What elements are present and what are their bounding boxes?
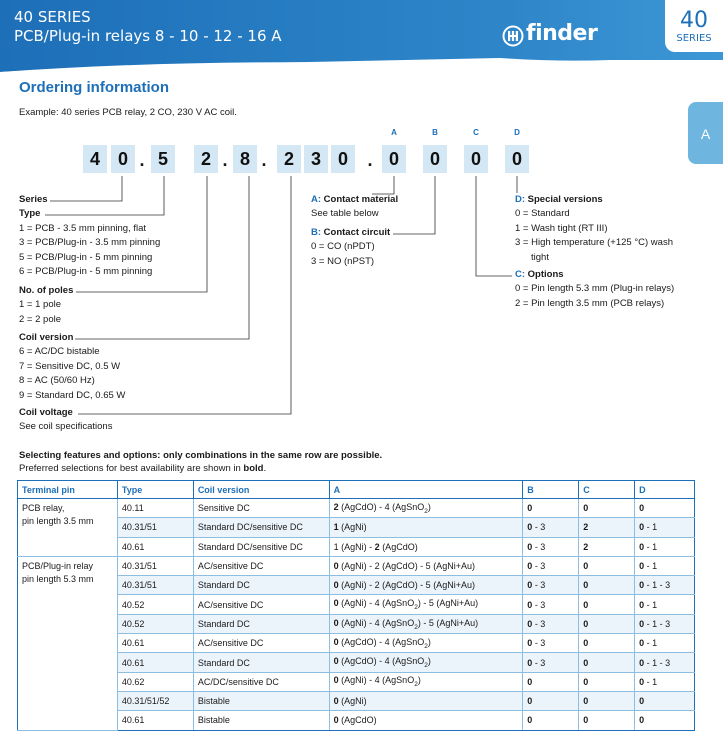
code-separator: .: [367, 150, 373, 170]
code-separator: .: [261, 150, 267, 170]
cell-fragment: - 1: [644, 638, 658, 649]
contact-circuit-item: 3 = NO (nPST): [311, 255, 375, 267]
code-letter-b: B: [432, 128, 438, 137]
cell-fragment: 0: [527, 503, 533, 514]
series-tab-number: 40: [680, 8, 708, 33]
options-title: Options: [527, 269, 564, 280]
terminal-pin-cell: [18, 499, 118, 557]
option-d-cell: [635, 576, 695, 595]
option-a-cell: [329, 537, 523, 556]
cell-fragment: - 3: [532, 580, 546, 591]
type-cell: 40.61: [117, 537, 193, 556]
type-title: Type: [19, 208, 41, 220]
cell-fragment: 0: [639, 541, 645, 552]
code-digit-b: 0: [423, 145, 447, 173]
poles-item: 2 = 2 pole: [19, 313, 61, 325]
coil-voltage-text: See coil specifications: [19, 421, 113, 433]
cell-fragment: 0: [639, 522, 645, 533]
cell-fragment: 0: [333, 715, 339, 726]
option-c-cell: [579, 576, 635, 595]
option-b-cell: [523, 653, 579, 672]
cell-fragment: 0: [527, 657, 533, 668]
code-separator: .: [222, 150, 228, 170]
col-header-coil: Coil version: [193, 481, 329, 499]
option-b-cell: [523, 556, 579, 575]
cell-fragment: 0: [527, 638, 533, 649]
contact-circuit-item: 0 = CO (nPDT): [311, 241, 375, 253]
cell-fragment: (AgCdO): [379, 541, 418, 552]
option-c-cell: [579, 672, 635, 691]
type-cell: 40.11: [117, 499, 193, 518]
cell-fragment: 2: [424, 507, 428, 515]
cell-fragment: - 1: [644, 561, 658, 572]
coil-version-block: [19, 331, 125, 403]
cell-fragment: - 1 - 3: [644, 657, 671, 668]
cell-fragment: - 3: [532, 561, 546, 572]
col-header-b: B: [523, 481, 579, 499]
coil-version-title: Coil version: [19, 332, 74, 343]
special-versions-item: 3 = High temperature (+125 °C) wash: [515, 237, 673, 249]
cell-fragment: (AgNi) - 4 (AgSnO: [338, 675, 415, 686]
cell-fragment: 1: [333, 522, 339, 533]
terminal-pin-line: PCB/Plug-in relay: [22, 560, 94, 571]
cell-fragment: 0: [527, 541, 533, 552]
series-block: [19, 193, 160, 279]
option-a-cell: [329, 614, 523, 633]
cell-fragment: 0: [527, 618, 533, 629]
option-a-cell: [329, 518, 523, 537]
type-cell: 40.61: [117, 711, 193, 730]
special-versions-item-cont: tight: [531, 251, 549, 263]
type-item: 5 = PCB/Plug-in - 5 mm pinning: [19, 251, 153, 263]
cell-fragment: 2: [374, 541, 380, 552]
code-digit: 2: [277, 145, 301, 173]
cell-fragment: - 3: [532, 638, 546, 649]
option-c-cell: [579, 634, 635, 653]
cell-fragment: 2: [424, 661, 428, 669]
cell-fragment: - 3: [532, 599, 546, 610]
col-header-type: Type: [117, 481, 193, 499]
cell-fragment: 0: [583, 561, 589, 572]
col-header-d: D: [635, 481, 695, 499]
col-header-a: A: [329, 481, 523, 499]
type-item: 1 = PCB - 3.5 mm pinning, flat: [19, 222, 146, 234]
cell-fragment: 0: [583, 696, 589, 707]
selection-sub-bold: bold: [243, 463, 264, 474]
coil-version-item: 6 = AC/DC bistable: [19, 346, 100, 358]
cell-fragment: ): [417, 675, 421, 686]
option-d-cell: [635, 691, 695, 710]
cell-fragment: (AgNi) - 2 (AgCdO) - 5 (AgNi+Au): [338, 561, 475, 572]
cell-fragment: - 3: [532, 618, 546, 629]
terminal-pin-cell: [18, 556, 118, 730]
type-cell: 40.31/51: [117, 518, 193, 537]
option-b-cell: [523, 711, 579, 730]
cell-fragment: 2: [424, 642, 428, 650]
cell-fragment: (AgNi) - 2 (AgCdO) - 5 (AgNi+Au): [338, 580, 475, 591]
cell-fragment: 0: [639, 580, 645, 591]
series-label: Series: [19, 194, 48, 205]
cell-fragment: (AgCdO) - 4 (AgSnO: [338, 636, 425, 647]
table-row: [18, 634, 695, 653]
cell-fragment: 0: [639, 503, 645, 514]
contact-circuit-title: Contact circuit: [323, 227, 391, 238]
contact-circuit-letter: B:: [311, 227, 322, 238]
code-digit: 3: [304, 145, 328, 173]
series-tab-label: SERIES: [676, 33, 712, 44]
code-digit-c: 0: [464, 145, 488, 173]
option-b-cell: [523, 634, 579, 653]
cell-fragment: 2: [414, 681, 418, 689]
cell-fragment: 2: [583, 541, 589, 552]
cell-fragment: ) - 5 (AgNi+Au): [417, 598, 479, 609]
col-header-terminal: Terminal pin: [18, 481, 118, 499]
option-d-cell: [635, 634, 695, 653]
cell-fragment: - 3: [532, 522, 546, 533]
terminal-pin-line: PCB relay,: [22, 503, 65, 513]
table-row: [18, 556, 695, 575]
table-row: [18, 518, 695, 537]
section-side-tab-label: A: [700, 126, 711, 142]
cell-fragment: (AgCdO) - 4 (AgSnO: [338, 501, 425, 512]
cell-fragment: 0: [583, 599, 589, 610]
coil-version-item: 8 = AC (50/60 Hz): [19, 375, 95, 387]
type-cell: 40.31/51/52: [117, 691, 193, 710]
cell-fragment: - 1: [644, 541, 658, 552]
type-cell: 40.52: [117, 614, 193, 633]
option-c-cell: [579, 499, 635, 518]
code-digit: 4: [83, 145, 107, 173]
selection-sub-suffix: .: [263, 463, 267, 474]
table-row: [18, 576, 695, 595]
cell-fragment: 0: [639, 715, 645, 726]
option-b-cell: [523, 691, 579, 710]
coil-version-cell: Bistable: [193, 711, 329, 730]
cell-fragment: (AgNi): [338, 696, 367, 707]
option-c-cell: [579, 614, 635, 633]
cell-fragment: 0: [333, 636, 339, 647]
cell-fragment: 0: [639, 696, 645, 707]
cell-fragment: - 1 - 3: [644, 580, 671, 591]
option-a-cell: [329, 556, 523, 575]
type-item: 3 = PCB/Plug-in - 3.5 mm pinning: [19, 237, 161, 249]
coil-version-cell: Standard DC/sensitive DC: [193, 537, 329, 556]
finder-logo: [502, 20, 622, 52]
special-versions-block: [515, 193, 673, 265]
cell-fragment: (AgCdO): [338, 715, 377, 726]
cell-fragment: 0: [333, 675, 339, 686]
coil-version-cell: AC/sensitive DC: [193, 595, 329, 614]
code-digit: 8: [233, 145, 257, 173]
section-side-tab: [688, 102, 723, 164]
table-row: [18, 614, 695, 633]
cell-fragment: - 3: [532, 657, 546, 668]
cell-fragment: 0: [639, 676, 645, 687]
code-digit: 2: [194, 145, 218, 173]
table-row: [18, 711, 695, 730]
coil-version-cell: Standard DC/sensitive DC: [193, 518, 329, 537]
option-d-cell: [635, 499, 695, 518]
coil-version-cell: AC/sensitive DC: [193, 634, 329, 653]
cell-fragment: ): [427, 656, 431, 667]
cell-fragment: 1 (AgNi) -: [333, 541, 375, 552]
code-digit: 0: [331, 145, 355, 173]
cell-fragment: 0: [639, 638, 645, 649]
code-separator: .: [139, 150, 145, 170]
cell-fragment: (AgNi) - 4 (AgSnO: [338, 598, 415, 609]
cell-fragment: 0: [527, 715, 533, 726]
option-d-cell: [635, 595, 695, 614]
code-digit: 0: [111, 145, 135, 173]
type-cell: 40.61: [117, 653, 193, 672]
cell-fragment: 0: [527, 580, 533, 591]
cell-fragment: 0: [527, 599, 533, 610]
option-d-cell: [635, 711, 695, 730]
cell-fragment: 0: [333, 696, 339, 707]
contact-material-title: Contact material: [323, 194, 399, 205]
cell-fragment: 0: [639, 561, 645, 572]
cell-fragment: 0: [583, 580, 589, 591]
option-a-cell: [329, 653, 523, 672]
cell-fragment: 0: [639, 618, 645, 629]
coil-version-item: 7 = Sensitive DC, 0.5 W: [19, 360, 121, 372]
ordering-example: Example: 40 series PCB relay, 2 CO, 230 V AC coil.: [19, 107, 237, 118]
table-row: [18, 499, 695, 518]
option-c-cell: [579, 556, 635, 575]
type-cell: 40.62: [117, 672, 193, 691]
option-b-cell: [523, 595, 579, 614]
option-d-cell: [635, 518, 695, 537]
cell-fragment: ): [427, 501, 431, 512]
options-table: [17, 480, 695, 731]
col-header-c: C: [579, 481, 635, 499]
cell-fragment: 0: [527, 696, 533, 707]
contact-circuit-block: [311, 226, 390, 269]
cell-fragment: (AgCdO) - 4 (AgSnO: [338, 656, 425, 667]
cell-fragment: - 1: [644, 522, 658, 533]
option-a-cell: [329, 499, 523, 518]
table-body: [18, 499, 695, 731]
cell-fragment: 0: [583, 618, 589, 629]
coil-voltage-title: Coil voltage: [19, 407, 73, 418]
table-row: [18, 691, 695, 710]
option-d-cell: [635, 556, 695, 575]
cell-fragment: 0: [527, 522, 533, 533]
terminal-pin-line: pin length 5.3 mm: [22, 573, 94, 584]
cell-fragment: 0: [583, 503, 589, 514]
cell-fragment: - 1 - 3: [644, 618, 671, 629]
series-tab: [665, 0, 723, 52]
cell-fragment: 0: [333, 617, 339, 628]
cell-fragment: (AgNi): [338, 522, 367, 533]
special-versions-item: 0 = Standard: [515, 208, 570, 220]
table-header-row: [18, 481, 695, 499]
cell-fragment: (AgNi) - 4 (AgSnO: [338, 617, 415, 628]
options-item: 2 = Pin length 3.5 mm (PCB relays): [515, 297, 665, 309]
cell-fragment: ) - 5 (AgNi+Au): [417, 617, 479, 628]
coil-version-cell: Sensitive DC: [193, 499, 329, 518]
coil-version-cell: Standard DC: [193, 653, 329, 672]
table-row: [18, 595, 695, 614]
cell-fragment: 0: [583, 638, 589, 649]
option-c-cell: [579, 518, 635, 537]
cell-fragment: 0: [639, 599, 645, 610]
code-digit: 5: [151, 145, 175, 173]
coil-version-cell: AC/DC/sensitive DC: [193, 672, 329, 691]
option-d-cell: [635, 614, 695, 633]
options-block: [515, 268, 674, 311]
cell-fragment: 2: [583, 522, 589, 533]
cell-fragment: 0: [333, 580, 339, 591]
terminal-pin-line: pin length 3.5 mm: [22, 516, 94, 526]
coil-version-cell: Bistable: [193, 691, 329, 710]
page-header: [0, 0, 723, 72]
selection-subtitle: [19, 463, 266, 474]
options-letter: C:: [515, 269, 526, 280]
selection-sub-prefix: Preferred selections for best availability are shown in: [19, 463, 244, 474]
option-b-cell: [523, 518, 579, 537]
coil-voltage-block: [19, 406, 112, 435]
table-row: [18, 537, 695, 556]
option-d-cell: [635, 537, 695, 556]
contact-material-block: [311, 193, 398, 222]
option-b-cell: [523, 576, 579, 595]
poles-block: [19, 284, 73, 327]
option-c-cell: [579, 653, 635, 672]
table-row: [18, 653, 695, 672]
options-item: 0 = Pin length 5.3 mm (Plug-in relays): [515, 283, 675, 295]
coil-version-cell: Standard DC: [193, 576, 329, 595]
coil-version-cell: Standard DC: [193, 614, 329, 633]
option-a-cell: [329, 595, 523, 614]
coil-version-cell: AC/sensitive DC: [193, 556, 329, 575]
selection-title: Selecting features and options: only combinations in the same row are possible.: [19, 450, 383, 461]
option-c-cell: [579, 595, 635, 614]
cell-fragment: - 1: [644, 676, 658, 687]
contact-material-text: See table below: [311, 208, 379, 220]
cell-fragment: 0: [333, 561, 339, 572]
cell-fragment: 0: [333, 598, 339, 609]
special-versions-title: Special versions: [527, 194, 603, 205]
cell-fragment: - 3: [532, 541, 546, 552]
logo-mark-icon: [502, 25, 524, 47]
table-row: [18, 672, 695, 691]
option-a-cell: [329, 576, 523, 595]
cell-fragment: 0: [583, 676, 589, 687]
poles-title: No. of poles: [19, 285, 74, 296]
cell-fragment: 0: [527, 561, 533, 572]
cell-fragment: - 1: [644, 599, 658, 610]
cell-fragment: 2: [333, 501, 339, 512]
option-a-cell: [329, 691, 523, 710]
code-letter-a: A: [391, 128, 397, 137]
cell-fragment: 0: [583, 715, 589, 726]
option-c-cell: [579, 537, 635, 556]
type-cell: 40.31/51: [117, 576, 193, 595]
type-cell: 40.61: [117, 634, 193, 653]
option-c-cell: [579, 691, 635, 710]
ordering-heading: Ordering information: [19, 79, 169, 96]
series-subtitle: PCB/Plug-in relays 8 - 10 - 12 - 16 A: [14, 27, 282, 45]
cell-fragment: 0: [583, 657, 589, 668]
cell-fragment: ): [427, 636, 431, 647]
option-a-cell: [329, 672, 523, 691]
option-b-cell: [523, 614, 579, 633]
poles-item: 1 = 1 pole: [19, 299, 61, 311]
cell-fragment: 2: [414, 604, 418, 612]
special-versions-letter: D:: [515, 194, 526, 205]
contact-material-letter: A:: [311, 194, 322, 205]
code-letter-d: D: [514, 128, 520, 137]
code-digit-d: 0: [505, 145, 529, 173]
option-a-cell: [329, 634, 523, 653]
special-versions-item: 1 = Wash tight (RT III): [515, 222, 608, 234]
option-b-cell: [523, 499, 579, 518]
option-b-cell: [523, 537, 579, 556]
logo-text: finder: [526, 21, 598, 46]
cell-fragment: 2: [414, 623, 418, 631]
type-item: 6 = PCB/Plug-in - 5 mm pinning: [19, 266, 153, 278]
cell-fragment: 0: [527, 676, 533, 687]
cell-fragment: 0: [333, 656, 339, 667]
option-a-cell: [329, 711, 523, 730]
type-cell: 40.52: [117, 595, 193, 614]
option-c-cell: [579, 711, 635, 730]
coil-version-item: 9 = Standard DC, 0.65 W: [19, 389, 126, 401]
type-cell: 40.31/51: [117, 556, 193, 575]
code-digit-a: 0: [382, 145, 406, 173]
option-b-cell: [523, 672, 579, 691]
series-title: 40 SERIES: [14, 8, 91, 26]
option-d-cell: [635, 653, 695, 672]
code-letter-c: C: [473, 128, 479, 137]
cell-fragment: 0: [639, 657, 645, 668]
option-d-cell: [635, 672, 695, 691]
